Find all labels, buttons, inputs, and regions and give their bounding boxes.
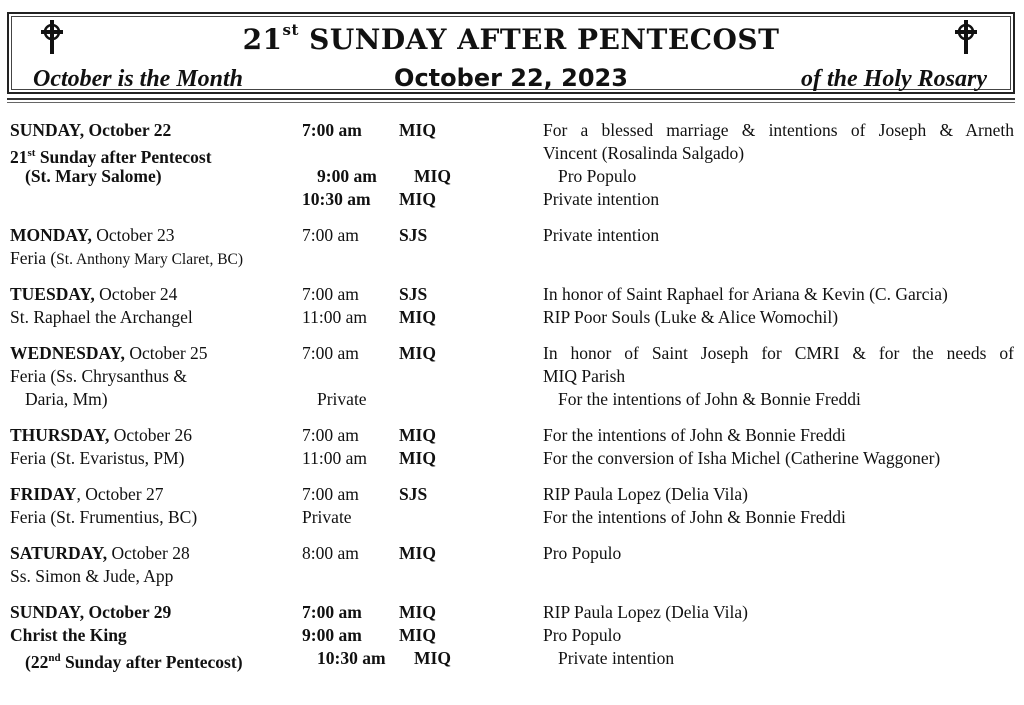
day-block-saturday bbox=[10, 542, 1014, 588]
mass-intention: Pro Populo bbox=[543, 625, 622, 645]
bulletin-header bbox=[7, 12, 1015, 94]
mass-time: 7:00 am bbox=[302, 343, 359, 363]
day-label: THURSDAY, October 26 bbox=[10, 425, 192, 445]
mass-time: 7:00 am bbox=[302, 225, 359, 245]
mass-location: MIQ bbox=[399, 425, 436, 445]
mass-location: MIQ bbox=[399, 602, 436, 622]
header-divider-thin bbox=[7, 102, 1015, 103]
mass-intention: For the intentions of John & Bonnie Freddi bbox=[558, 389, 861, 409]
schedule-row bbox=[10, 542, 1014, 565]
day-feast: Feria (St. Frumentius, BC) bbox=[10, 507, 198, 527]
schedule-row bbox=[10, 388, 1014, 411]
mass-intention: For a blessed marriage & intentions of Joseph & Arneth bbox=[543, 120, 1014, 140]
schedule-row bbox=[10, 224, 1014, 247]
day-saint: (22nd Sunday after Pentecost) bbox=[25, 651, 243, 672]
mass-location: MIQ bbox=[399, 189, 436, 209]
day-block-wednesday bbox=[10, 342, 1014, 411]
day-block-monday bbox=[10, 224, 1014, 270]
mass-intention: In honor of Saint Joseph for CMRI & for the needs of bbox=[543, 343, 1014, 363]
mass-time: 7:00 am bbox=[302, 120, 362, 140]
day-block-sunday-oct-22 bbox=[10, 119, 1014, 211]
mass-location: MIQ bbox=[399, 625, 436, 645]
schedule-row bbox=[10, 283, 1014, 306]
mass-time: 7:00 am bbox=[302, 284, 359, 304]
schedule-row bbox=[10, 565, 1014, 588]
page-title: 21st SUNDAY AFTER PENTECOST bbox=[242, 21, 780, 56]
schedule-row bbox=[10, 119, 1014, 142]
mass-time: 7:00 am bbox=[302, 425, 359, 445]
day-block-sunday-oct-29 bbox=[10, 601, 1014, 670]
bulletin-date: October 22, 2023 bbox=[394, 64, 628, 92]
month-caption-right: of the Holy Rosary bbox=[801, 66, 987, 92]
schedule-row bbox=[10, 142, 1014, 165]
schedule-row bbox=[10, 424, 1014, 447]
mass-time: 10:30 am bbox=[317, 648, 386, 668]
day-block-friday bbox=[10, 483, 1014, 529]
day-block-thursday bbox=[10, 424, 1014, 470]
schedule-row bbox=[10, 165, 1014, 188]
schedule-row bbox=[10, 506, 1014, 529]
mass-location: MIQ bbox=[414, 648, 451, 668]
mass-time: 11:00 am bbox=[302, 448, 367, 468]
mass-intention: Vincent (Rosalinda Salgado) bbox=[543, 143, 745, 163]
mass-time: 11:00 am bbox=[302, 307, 367, 327]
day-feast: 21st Sunday after Pentecost bbox=[10, 146, 212, 167]
schedule-row bbox=[10, 624, 1014, 647]
day-label: WEDNESDAY, October 25 bbox=[10, 343, 208, 363]
schedule-row bbox=[10, 247, 1014, 270]
mass-intention: For the intentions of John & Bonnie Freddi bbox=[543, 425, 846, 445]
mass-time: 9:00 am bbox=[317, 166, 377, 186]
mass-intention: RIP Poor Souls (Luke & Alice Womochil) bbox=[543, 307, 839, 327]
schedule-row bbox=[10, 601, 1014, 624]
mass-time: 7:00 am bbox=[302, 602, 362, 622]
day-saint: (St. Mary Salome) bbox=[25, 166, 162, 186]
mass-schedule bbox=[10, 119, 1014, 683]
day-label: MONDAY, October 23 bbox=[10, 225, 175, 245]
mass-intention: In honor of Saint Raphael for Ariana & Kevin (C. Garcia) bbox=[543, 284, 948, 304]
mass-intention: MIQ Parish bbox=[543, 366, 626, 386]
mass-location: MIQ bbox=[399, 120, 436, 140]
mass-location: SJS bbox=[399, 284, 428, 304]
mass-location: MIQ bbox=[399, 307, 436, 327]
mass-location: MIQ bbox=[414, 166, 451, 186]
mass-intention: For the intentions of John & Bonnie Freddi bbox=[543, 507, 846, 527]
mass-location: SJS bbox=[399, 225, 428, 245]
day-label: SATURDAY, October 28 bbox=[10, 543, 190, 563]
schedule-row bbox=[10, 447, 1014, 470]
day-label: TUESDAY, October 24 bbox=[10, 284, 178, 304]
schedule-row bbox=[10, 365, 1014, 388]
schedule-row bbox=[10, 188, 1014, 211]
mass-time: 8:00 am bbox=[302, 543, 359, 563]
day-block-tuesday bbox=[10, 283, 1014, 329]
mass-location: MIQ bbox=[399, 448, 436, 468]
schedule-row bbox=[10, 306, 1014, 329]
day-label: SUNDAY, October 29 bbox=[10, 602, 172, 622]
mass-time: Private bbox=[317, 389, 367, 409]
schedule-row bbox=[10, 647, 1014, 670]
mass-time: 7:00 am bbox=[302, 484, 359, 504]
month-caption-left: October is the Month bbox=[33, 66, 244, 92]
mass-time: 9:00 am bbox=[302, 625, 362, 645]
mass-intention: For the conversion of Isha Michel (Catherine Waggoner) bbox=[543, 448, 941, 468]
header-divider bbox=[7, 98, 1015, 100]
mass-time: Private bbox=[302, 507, 352, 527]
mass-location: SJS bbox=[399, 484, 428, 504]
day-feast: Feria (Ss. Chrysanthus & bbox=[10, 366, 187, 386]
mass-time: 10:30 am bbox=[302, 189, 371, 209]
day-feast: Feria (St. Anthony Mary Claret, BC) bbox=[10, 248, 244, 268]
mass-intention: RIP Paula Lopez (Delia Vila) bbox=[543, 484, 749, 504]
schedule-row bbox=[10, 483, 1014, 506]
day-label: SUNDAY, October 22 bbox=[10, 120, 172, 140]
day-feast: Christ the King bbox=[10, 625, 127, 645]
day-feast: St. Raphael the Archangel bbox=[10, 307, 193, 327]
mass-location: MIQ bbox=[399, 543, 436, 563]
day-label: FRIDAY, October 27 bbox=[10, 484, 164, 504]
mass-intention: Pro Populo bbox=[558, 166, 637, 186]
mass-intention: RIP Paula Lopez (Delia Vila) bbox=[543, 602, 749, 622]
day-feast: Ss. Simon & Jude, App bbox=[10, 566, 174, 586]
mass-location: MIQ bbox=[399, 343, 436, 363]
schedule-row bbox=[10, 342, 1014, 365]
mass-intention: Private intention bbox=[543, 225, 660, 245]
mass-intention: Private intention bbox=[543, 189, 660, 209]
day-feast: Feria (St. Evaristus, PM) bbox=[10, 448, 185, 468]
mass-intention: Private intention bbox=[558, 648, 675, 668]
mass-intention: Pro Populo bbox=[543, 543, 622, 563]
day-feast: Daria, Mm) bbox=[25, 389, 108, 409]
